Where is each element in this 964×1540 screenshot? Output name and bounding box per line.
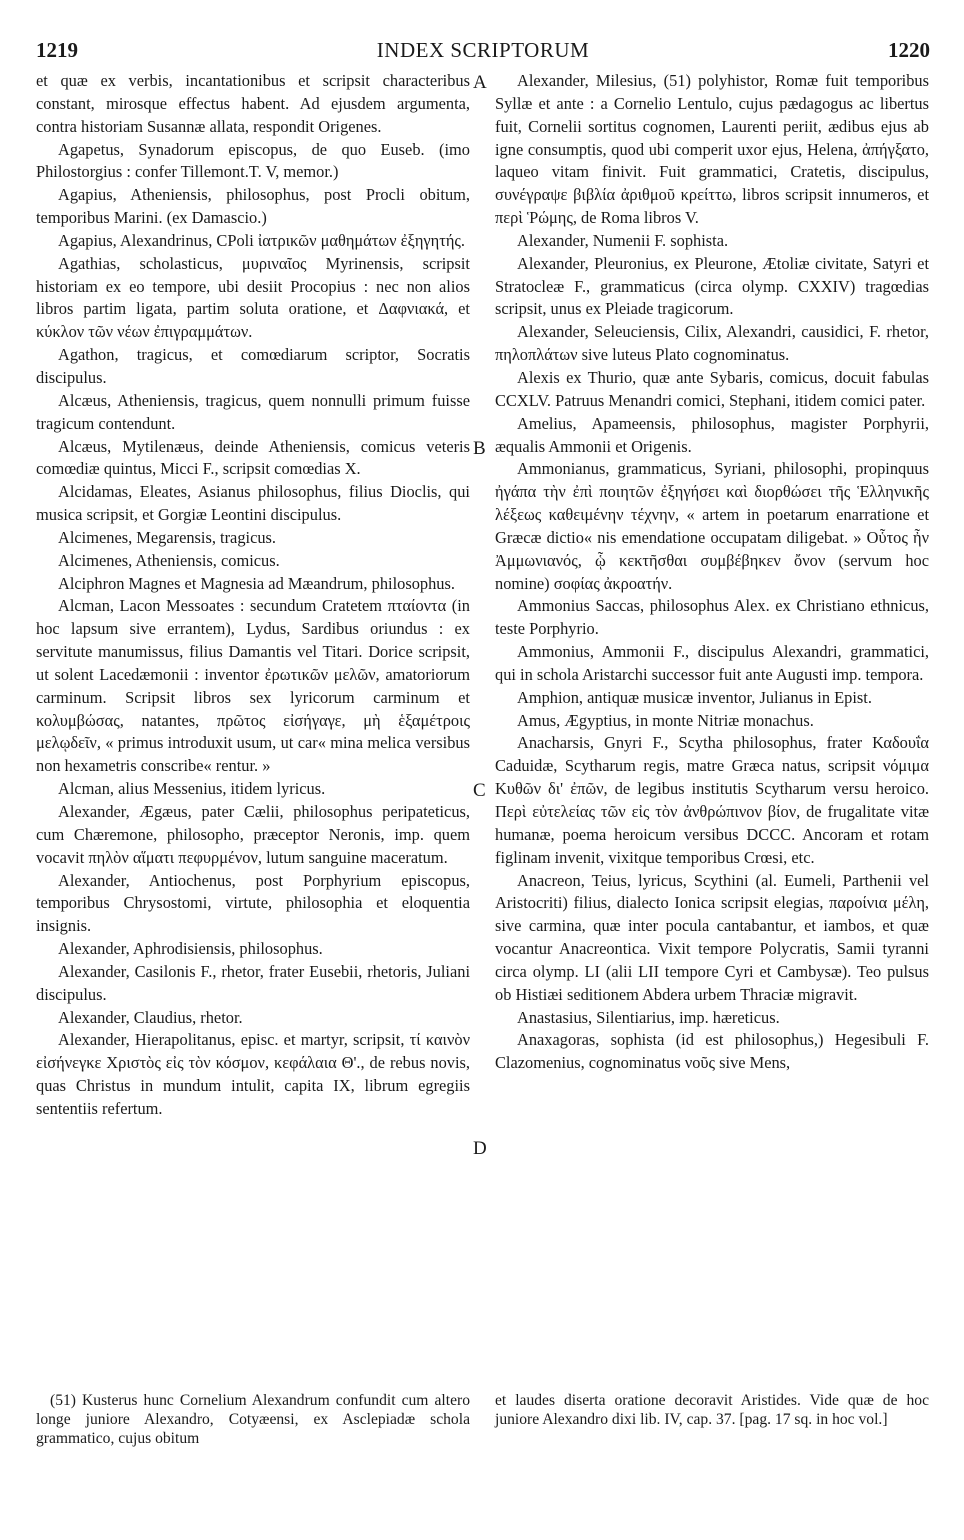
page-number-left: 1219 [36,38,78,62]
index-entry: Agapetus, Synadorum episcopus, de quo Euseb. (imo Philostorgius : confer Tillemont.T. V, memor.) [36,139,470,182]
index-entry: Alexander, Numenii F. sophista. [517,230,729,250]
margin-marker-a: A [473,72,487,93]
index-entry: Ammonius Saccas, philosophus Alex. ex Christiano ethnicus, teste Porphyrio. [495,596,929,639]
footnote-text-continued: et laudes diserta oratione decoravit Aristides. Vide quæ de hoc juniore Alexandro dixi lib. IV, cap. 37. [pag. 17 sq. in hoc vol.] [495,1392,929,1428]
page-number-right: 1220 [888,38,930,62]
index-entry: Amelius, Apameensis, philosophus, magister Porphyrii, æqualis Ammonii et Origenis. [495,413,929,456]
index-entry: Alexander, Antiochenus, post Porphyrium episcopus, temporibus Chrysostomi, virtute, philosophia et eloquentia insignis. [36,870,470,936]
index-entry: Alexander, Hierapolitanus, episc. et martyr, scripsit, τί καινὸν εἰσήνεγκε Χριστὸς εἰς τὸν κόσμον, κεφάλαια Θ'., de rebus novis, quas Christus in mundum intulit, capita IX, librum egregiis sententiis refertum. [36,1030,470,1118]
index-entry: Anaxagoras, sophista (id est philosophus,) Hegesibuli F. Clazomenius, cognominatus νοῦς sive Mens, [495,1030,929,1073]
index-entry: Alciphron Magnes et Magnesia ad Mæandrum, philosophus. [58,573,455,593]
index-entry: Alexander, Claudius, rhetor. [58,1007,243,1027]
page-title: INDEX SCRIPTORUM [376,38,590,62]
index-entry: Ammonianus, grammaticus, Syriani, philosophi, propinquus ἠγάπα τὴν ἐπὶ ποιητῶν ἐξηγήσει καὶ διορθώσει τῆς Ἑλληνικῆς λέξεως καθειμένην τέχνην, « artem in poetarum enarratione et Græcæ dictio« nis emendatione occupatam diligebat. » Οὗτος ἦν Ἀμμωνιανός, ᾧ κεκτῆσθαι συμβέβηκεν ὄνον (servum hoc nomine) σοφίας ἀκροατήν. [495,459,929,593]
index-entry: Anastasius, Silentiarius, imp. hæreticus. [517,1007,780,1027]
footnote-text: (51) Kusterus hunc Cornelium Alexandrum confundit cum altero longe juniore Alexandro, Cotyæensi, ex Asclepiadæ schola grammatico, cujus obitum [36,1392,470,1447]
index-entry: Ammonius, Ammonii F., discipulus Alexandri, grammatici, qui in schola Aristarchi successor fuit ante Augusti imp. tempora. [495,642,929,684]
index-entry: Alexander, Seleuciensis, Cilix, Alexandri, causidici, F. rhetor, πηλοπλάτων sive luteus Plato cognominatus. [495,322,929,365]
index-entry: Agapius, Alexandrinus, CPoli ἰατρικῶν μαθημάτων ἐξηγητής. [58,230,465,250]
index-entry: Agathias, scholasticus, μυριναῖος Myrinensis, scripsit historiam ex eo tempore, ubi desiit Procopius : nec non alios libros partim ligata, partim soluta oratione, et Δαφνιακά, et κύκλον τῶν νέων ἐπιγραμμάτων. [36,253,470,342]
page-header [36,38,930,68]
index-entry: et quæ ex verbis, incantationibus et scripsit characteribus constant, mirosque effectus habent. Ad ejusdem argumenta, contra historiam Susannæ allata, respondit Origenes. [36,71,470,136]
index-entry: Alcman, Lacon Messoates : secundum Cratetem πταίοντα (in hoc lapsum sive errantem), Lydus, Sardibus oriundus : ex servitute manumissus, filius Damantis vel Titari. Dorice scripsit, ut solent Lacedæmonii : inventor ἐρωτικῶν μελῶν, amatoriorum carminum. Scripsit libros sex lyricorum carminum et κολυμβώσας, natantes, πρῶτος εἰσήγαγε, μὴ ἑξαμέτροις μελῳδεῖν, « primus introduxit usum, ut car« mina melica versibus non hexametris conscribe« rentur. » [36,596,470,776]
index-entry: Alcæus, Atheniensis, tragicus, quem nonnulli primum fuisse tragicum contendunt. [36,390,470,433]
margin-marker-c: C [473,780,486,801]
index-entry: Alexander, Milesius, (51) polyhistor, Romæ fuit temporibus Syllæ et ante : a Cornelio Lentulo, cujus pædagogus ac libertus fuit, Cornelii sortitus cognomen, Laurenti periit, ædibus ejus ab igne consumptis, quod ubi comperit uxor ejus, Helena, ἀπήγξατο, laqueo vitam finivit. Fuit grammatici, Cratetis, discipulus, συνέγραψε βιβλία ἀριθμοῦ κρείττω, libros scripsit innumeros, et περὶ Ῥώμης, de Roma libros V. [495,71,929,228]
index-entry: Alexander, Casilonis F., rhetor, frater Eusebii, rhetoris, Juliani discipulus. [36,961,470,1004]
index-entry: Anacreon, Teius, lyricus, Scythini (al. Eumeli, Parthenii vel Aristocriti) filius, dialecto Ionica scripsit elegias, παροίνια μέλη, sive carmina, quæ inter pocula cantabantur, et iambos, et quæ vocantur Anacreontica. Vixit tempore Polycratis, Samii tyranni circa olymp. LI (alii LII tempore Cyri et Cambysæ). Teo pulsus ob Histiæi seditionem Abdera urbem Thraciæ migravit. [495,870,929,1004]
index-entry: Anacharsis, Gnyri F., Scytha philosophus, frater Καδουΐα Caduidæ, Scytharum regis, matre Græca natus, scripsit νόμιμα Κυθῶν δι' ἐπῶν, de legibus institutis Scytharum versu heroico. Περὶ εὐτελείας τῶν εἰς τὸν ἀνθρώπινον βίον, de frugalitate vitæ humanæ, poema heroicum versibus DCCC. Ancoram et rotam figlinam invenit, vixitque temporibus Crœsi, etc. [495,733,929,867]
index-entry: Alcman, alius Messenius, itidem lyricus. [58,779,326,799]
margin-marker-b: B [473,438,486,459]
index-entry: Alcimenes, Megarensis, tragicus. [58,527,277,547]
index-entry: Alcimenes, Atheniensis, comicus. [58,550,280,570]
footnote-left [36,1391,470,1448]
index-entry: Agathon, tragicus, et comœdiarum scriptor, Socratis discipulus. [36,345,470,387]
footnote-right [495,1391,929,1429]
right-column [495,70,929,1075]
left-column [36,70,470,1121]
index-entry: Alexis ex Thurio, quæ ante Sybaris, comicus, docuit fabulas CCXLV. Patruus Menandri comici, Stephani, itidem comici pater. [495,367,929,410]
index-entry: Alexander, Aphrodisiensis, philosophus. [58,939,323,959]
index-entry: Agapius, Atheniensis, philosophus, post Procli obitum, temporibus Marini. (ex Damascio.) [36,185,470,228]
index-entry: Alcæus, Mytilenæus, deinde Atheniensis, comicus veteris comœdiæ quintus, Micci F., scripsit comœdias X. [36,436,470,479]
index-entry: Alexander, Pleuronius, ex Pleurone, Ætoliæ civitate, Satyri et Stratocleæ F., grammaticus (circa olymp. CXXIV) tragœdias scripsit, unus ex Pleiade tragicorum. [495,253,929,319]
index-entry: Alcidamas, Eleates, Asianus philosophus, filius Dioclis, qui musica scripsit, et Gorgiæ Leontini discipulus. [36,482,470,525]
index-entry: Amphion, antiquæ musicæ inventor, Julianus in Epist. [517,687,872,707]
index-entry: Amus, Ægyptius, in monte Nitriæ monachus. [517,710,814,730]
index-entry: Alexander, Ægæus, pater Cælii, philosophus peripateticus, cum Chæremone, philosopho, præceptor Neronis, imp. quem vocavit πηλὸν αἵματι πεφυρμένον, lutum sanguine maceratum. [36,802,470,867]
margin-marker-d: D [473,1138,487,1159]
